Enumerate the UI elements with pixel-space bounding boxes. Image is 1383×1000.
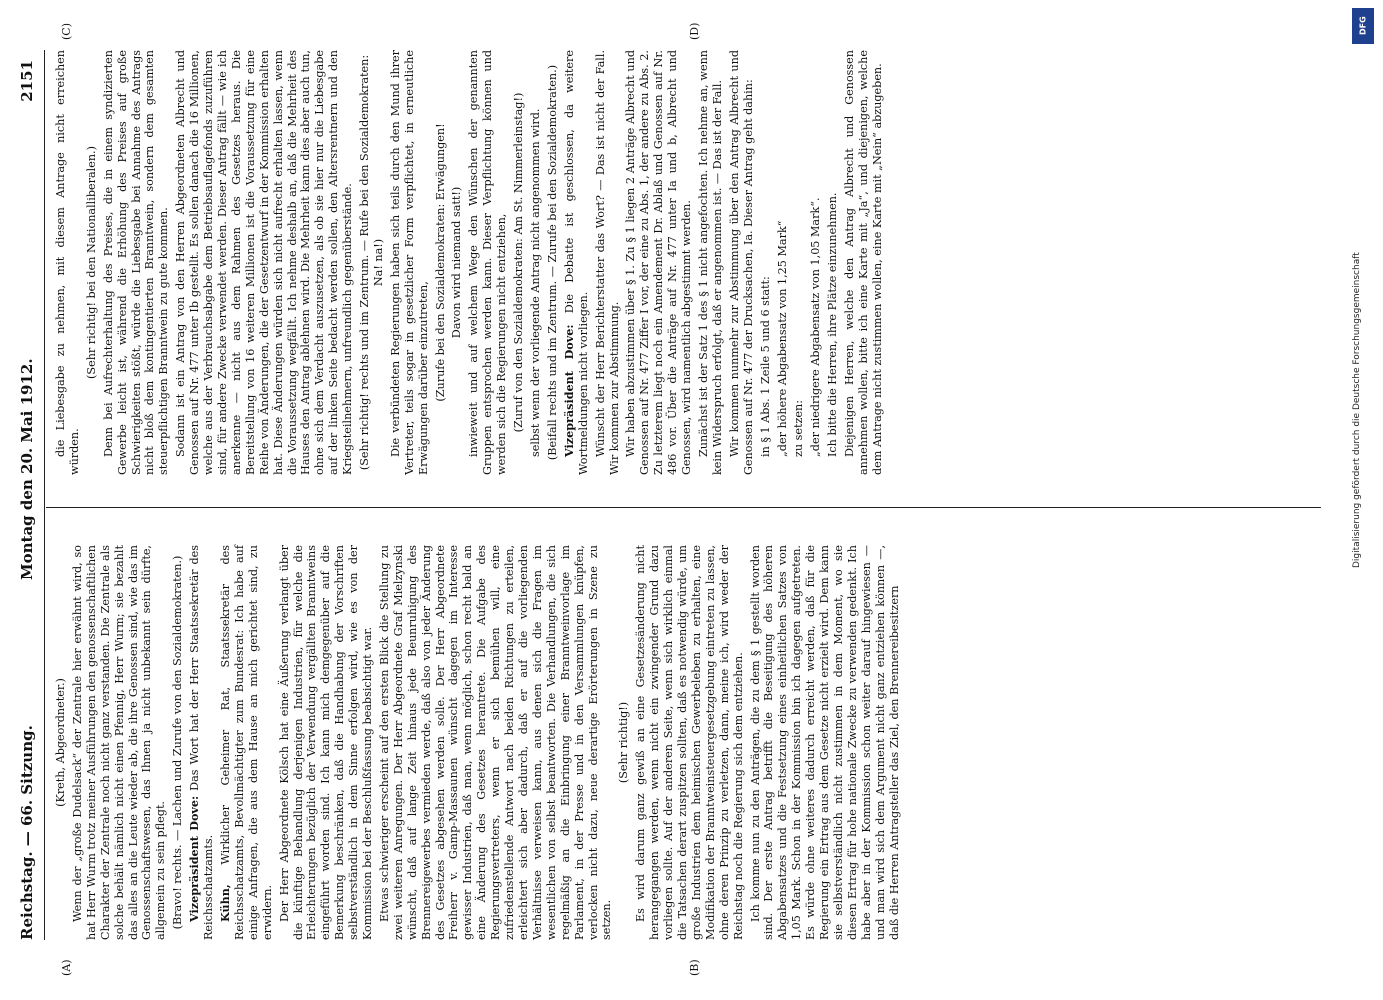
interjection <box>512 50 526 475</box>
paragraph-text: zu setzen: <box>792 399 806 457</box>
paragraph <box>467 50 509 475</box>
interjection <box>434 50 448 475</box>
paragraph-text: Die verbündeten Regierungen haben sich teils durch den Mund ihrer Vertreter, teils sogar in gesetzlicher Form verpflichtet, in erneutliche Erwägungen darüber einzutreten, <box>388 50 430 475</box>
paragraph <box>809 50 823 475</box>
right-column <box>54 50 1314 475</box>
interjection-text: (Sehr richtig! rechts und im Zentrum. — Rufe bei den Sozialdemokraten: Na! na!) <box>358 54 385 471</box>
paragraph-text: Das Wort hat der Herr Staatssekretär des Reichsschatzamts. <box>188 545 216 940</box>
interjection <box>171 545 185 940</box>
paragraph <box>759 50 773 475</box>
interjection-text: (Kreth, Abgeordneter.) <box>54 678 67 807</box>
interjection-text: (Beifall rechts und im Zentrum. — Zurufe bei den Sozialdemokraten.) <box>545 64 559 461</box>
paragraph <box>529 50 543 475</box>
page-number: 2151 <box>18 60 36 102</box>
digitization-note: Digitalisierung gefördert durch die Deutsche Forschungsgemeinschaft <box>1352 252 1362 568</box>
interjection-text: (Zurufe bei den Sozialdemokraten: Erwägungen! <box>433 123 447 402</box>
interjection <box>450 50 464 475</box>
paragraph <box>826 50 840 475</box>
margin-mark-d: (D) <box>688 22 701 40</box>
paragraph-text: Die Debatte ist geschlossen, da weitere Wortmeldungen nicht vorliegen. <box>562 50 590 475</box>
interjection-text: (Sehr richtig!) <box>617 701 631 784</box>
paragraph <box>697 50 725 475</box>
paragraph <box>728 50 756 475</box>
interjection <box>546 50 560 475</box>
margin-mark-c: (C) <box>60 23 73 40</box>
interjection <box>85 50 99 475</box>
paragraph-text: Wir haben abzustimmen über § 1. Zu § 1 liegen 2 Anträge Albrecht und Genossen auf Nr. 477 Ziffer I vor, der eine zu Abs. 1, der andere zu Abs. 2. Zu letzterem liegt noch ein Amendement Dr. Ablaß und Genossen auf Nr. 486 vor. Über die Anträge auf Nr. 477 unter Ia und b, Albrecht und Genossen, wird namentlich abgestimmt werden. <box>624 50 694 475</box>
paragraph-text: Diejenigen Herren, welche den Antrag Albrecht und Genossen annehmen wollen, bitte ich eine Karte mit „Ja“, und diejenigen, welche dem Antrage nicht zustimmen wollen, eine Karte mit „Nein“ abzugeben. <box>843 50 884 475</box>
paragraph-text: Etwas schwieriger erscheint auf den ersten Blick die Stellung zu zwei weiteren Anregungen. Der Herr Abgeordnete Graf Mielzynski wünscht, daß auf lange Zeit hinaus jede Beunruhigung des Brennereigewerbes vermieden werde, daß also von jeder Änderung des Gesetzes abgesehen werden solle. Der Herr Abgeordnete Freiherr v. Gamp-Massaunen wünscht dagegen im Interesse gewisser Industrien, daß man, wenn möglich, schon recht bald an eine Änderung des Gesetzes herantrete. Die Aufgabe des Regierungsvertreters, wenn er sich bemühen will, eine zufriedenstellende Antwort nach beiden Richtungen zu erteilen, erleichtert sich aber dadurch, daß er auf die vorliegenden Verhältnisse verweisen kann, aus denen sich die Fragen im wesentlichen von selbst beantworten. Die Verhandlungen, die sich regelmäßig an die Einbringung einer Branntweinvorlage im Parlament, in der Presse und in den Versammlungen knüpfen, verlocken nicht dazu, neue derartige Erörterungen in Szene zu setzen. <box>377 545 614 940</box>
speech-paragraph <box>219 545 275 940</box>
paragraph <box>174 50 355 475</box>
paragraph-text: Wenn der „große Dudelsack“ der Zentrale hier erwähnt wird, so hat Herr Wurm trotz meiner Ausführungen den genossenschaftlichen Charakter der Zentrale noch nicht ganz verstanden. Die Zentrale als solche behält nämlich nicht einen Pfennig, Herr Wurm; sie bezahlt das alles an die Leute wieder ab, die ihre Genossen sind, wie das im Genossenschaftswesen, das Ihnen ja nicht unbekannt sein dürfte, allgemein zu sein pflegt. <box>70 545 168 940</box>
paragraph-text: Wir kommen nunmehr zur Abstimmung über den Antrag Albrecht und Genossen auf Nr. 477 der Drucksachen, Ia. Dieser Antrag geht dahin: <box>727 50 755 475</box>
paragraph-text: die Liebesgabe zu nehmen, mit diesem Antrage nicht erreichen würden. <box>54 50 81 475</box>
interjection-text: Davon wird niemand satt!) <box>450 186 464 339</box>
left-column <box>54 545 1314 940</box>
header-date: Montag den 20. Mai 1912. <box>18 358 36 580</box>
header-rule <box>44 50 45 940</box>
speaker-name: Kühn, <box>217 884 232 922</box>
paragraph-text: Wirklicher Geheimer Rat, Staatssekretär des Reichsschatzamts, Bevollmächtigter zum Bundesrat: Ich habe auf einige Anfragen, die aus dem Hause an mich gerichtet sind, zu erwidern. <box>218 545 274 940</box>
paragraph <box>634 545 745 940</box>
paragraph <box>776 50 790 475</box>
paragraph-text: Zunächst ist der Satz 1 des § 1 nicht angefochten. Ich nehme an, wenn kein Widerspruch erfolgt, daß er angenommen ist. — Das ist der Fall. <box>696 50 724 475</box>
interjection-text: (Zuruf von den Sozialdemokraten: Am St. Nimmerleinstag!) <box>512 92 526 433</box>
speaker-name: Vizepräsident Dove: <box>187 795 202 922</box>
speaker-name: Vizepräsident Dove: <box>561 324 576 457</box>
paragraph <box>594 50 622 475</box>
paragraph <box>624 50 694 475</box>
paragraph-text: Sodann ist ein Antrag von den Herren Abgeordneten Albrecht und Genossen auf Nr. 477 unter Ib gestellt. Es sollen danach die 16 Millionen, welche aus der Verbrauchsabgabe dem Betriebsauflagefonds zuzuführen sind, für andere Zwecke verwendet werden. Dieser Antrag fällt — wie ich anerkenne — nicht aus dem Rahmen des Gesetzes heraus. Die Bereitstellung von 16 weiteren Millionen ist die Voraussetzung für eine Reihe von Änderungen, die der Gesetzentwurf in der Kommission erhalten hat. Diese Änderungen würden sich nicht aufrecht erhalten lassen, wenn die Voraussetzung wegfällt. Ich nehme deshalb an, daß die Mehrheit des Hauses den Antrag ablehnen wird. Die Mehrheit kann dies aber auch tun, ohne sich dem Verdacht auszusetzen, als ob sie hier nur die Liebesgabe auf der linken Seite bedacht werden sollen, den Altersrentnern und den Kriegsteilnehmern, unfreundlich gegenüberstände. <box>174 50 355 475</box>
paragraph <box>71 545 168 940</box>
paragraph-text: „der höhere Abgabensatz von 1,25 Mark“ <box>775 220 789 457</box>
paragraph-text: inwieweit und auf welchem Wege den Wünschen der genannten Gruppen entsprochen werden kann. Dieser Verpflichtung können und werden sich die Regierungen nicht entziehen, <box>467 50 509 475</box>
paragraph <box>843 50 885 475</box>
page-header <box>18 0 42 1000</box>
paragraph <box>792 50 806 475</box>
paragraph <box>378 545 614 940</box>
margin-mark-b: (B) <box>688 959 701 976</box>
speech-paragraph <box>563 50 591 475</box>
paragraph-text: selbst wenn der vorliegende Antrag nicht angenommen wird. <box>529 108 542 457</box>
header-session: Reichstag. — 66. Sitzung. <box>18 725 36 940</box>
interjection-text: (Sehr richtig! bei den Nationalliberalen.) <box>84 146 98 379</box>
paragraph <box>278 545 375 940</box>
margin-mark-a: (A) <box>60 959 73 976</box>
paragraph <box>102 50 172 475</box>
paragraph-text: Denn bei Aufrechterhaltung des Preises, die in einem syndizierten Gewerbe leicht ist, während die Erhöhung des Preises auf große Schwierigkeiten stößt, würde die Liebesgabe bei Annahme des Antrags nicht bloß dem kontingentierten Branntwein, sondern dem gesamten steuerpflichtigen Branntwein zu gute kommen. <box>101 50 171 475</box>
interjection <box>54 545 68 940</box>
interjection-text: (Bravo! rechts. — Lachen und Zurufe von den Sozialdemokraten.) <box>171 555 185 930</box>
paragraph-text: Ich komme nun zu den Anträgen, die zu dem § 1 gestellt worden sind. Der erste Antrag betrifft die Beseitigung des höheren Abgabensatzes und die Festsetzung eines einheitlichen Satzes von 1,05 Mark. Schon in der Kommission bin ich dagegen aufgetreten. Es würde ohne weiteres dadurch erreicht werden, daß für die Regierung ein Ertrag aus dem Gesetze nicht erzielt wird. Dem kann sie selbstverständlich nicht zustimmen in dem Moment, wo sie diesen Ertrag für hohe nationale Zwecke zu verwenden gedenkt. Ich habe aber in der Kommission schon weiter darauf hingewiesen — und man wird sich dem Argument nicht ganz entziehen können —, daß die Herren Antragsteller das Ziel, den Brennereibesitzern <box>748 545 901 940</box>
paragraph-text: Wünscht der Herr Berichterstatter das Wort? — Das ist nicht der Fall. Wir kommen zur Abstimmung. <box>593 50 621 475</box>
interjection <box>358 50 386 475</box>
column-divider <box>46 507 1321 508</box>
paragraph <box>54 50 82 475</box>
paragraph-text: „der niedrigere Abgabensatz von 1,05 Mark“. <box>809 197 823 457</box>
dfg-logo: DFG <box>1352 8 1374 44</box>
paragraph-text: Ich bitte die Herren, ihre Plätze einzunehmen. <box>826 192 840 457</box>
paragraph <box>389 50 431 475</box>
paragraph <box>749 545 902 940</box>
interjection <box>617 545 631 940</box>
speech-paragraph <box>188 545 216 940</box>
paragraph-text: Es wird darum ganz gewiß an eine Gesetzesänderung nicht herangegangen werden, wenn nicht ein zwingender Grund dazu vorliegen sollte. Auf der anderen Seite, wenn sich wirklich einmal die Tatsachen derart zuspitzen sollten, daß es notwendig würde, um große Industrien dem heimischen Gewerbeleben zu erhalten, eine Modifikation der Branntweinsteuergesetzgebung eintreten zu lassen, ohne deren Prinzip zu verletzen, dann, meine ich, wird weder der Reichstag noch die Regierung sich dem entziehen. <box>634 545 745 940</box>
paragraph-text: Der Herr Abgeordnete Kölsch hat eine Äußerung verlangt über die künftige Behandlung derjenigen Industrien, für welche die Erleichterungen bezüglich der Verwendung vergällten Branntweins eingeführt worden sind. Ich kann mich demgegenüber auf die Bemerkung beschränken, daß die Handhabung der Vorschriften selbstverständlich in dem Sinne erfolgen wird, wie es von der Kommission bei der Beschlußfassung beabsichtigt war. <box>277 545 375 940</box>
paragraph-text: in § 1 Abs. 1 Zeile 5 und 6 statt: <box>758 276 772 457</box>
